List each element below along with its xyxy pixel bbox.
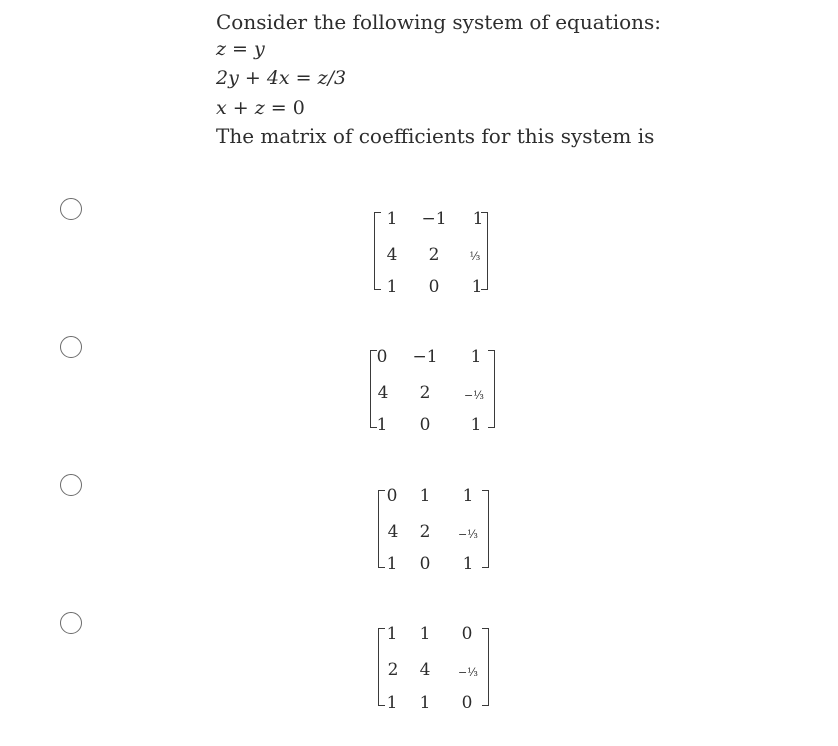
matrix-c-cell: 0: [386, 486, 398, 506]
matrix-d-cell: 0: [461, 693, 473, 713]
eq3-sign: =: [264, 97, 293, 119]
matrix-b-cell: 1: [376, 415, 388, 435]
eq2-rhs: z/3: [317, 67, 347, 89]
equation-2: [216, 67, 346, 89]
matrix-b-cell: 0: [419, 415, 431, 435]
matrix-d-cell: 2: [387, 660, 399, 680]
matrix-d-left-bracket: [378, 628, 385, 706]
eq1-lhs: z: [216, 38, 227, 60]
radio-option-b[interactable]: [60, 336, 82, 358]
matrix-b-right-bracket: [488, 350, 495, 428]
radio-option-d[interactable]: [60, 612, 82, 634]
matrix-c-right-bracket: [482, 490, 489, 568]
matrix-c-cell: −⅓: [458, 528, 478, 541]
equation-1: [216, 38, 265, 60]
eq1-sign: =: [226, 38, 255, 60]
eq3-rhs: 0: [292, 97, 305, 119]
matrix-a-cell: 1: [472, 209, 484, 229]
matrix-d-cell: 0: [461, 624, 473, 644]
matrix-a-cell: 2: [428, 245, 440, 265]
matrix-d-cell: 1: [419, 693, 431, 713]
eq1-rhs: y: [254, 38, 265, 60]
matrix-a-cell: 0: [428, 277, 440, 297]
matrix-d-cell: −⅓: [458, 666, 478, 679]
matrix-b-cell: 0: [376, 347, 388, 367]
matrix-a-cell: 1: [386, 209, 398, 229]
matrix-c-cell: 0: [419, 554, 431, 574]
matrix-d-cell: 1: [386, 624, 398, 644]
question-prompt: The matrix of coefficients for this system is: [216, 124, 655, 148]
matrix-b-cell: −1: [412, 347, 438, 367]
matrix-a-cell: 4: [386, 245, 398, 265]
eq2-lhs: 2y + 4x: [216, 67, 290, 89]
matrix-c-left-bracket: [378, 490, 385, 568]
matrix-b-cell: 1: [470, 347, 482, 367]
matrix-a-left-bracket: [374, 212, 381, 290]
matrix-c-cell: 1: [462, 554, 474, 574]
matrix-d-cell: 4: [419, 660, 431, 680]
matrix-a-cell: 1: [471, 277, 483, 297]
equation-3: [216, 97, 305, 119]
matrix-b-cell: 1: [470, 415, 482, 435]
eq2-sign: =: [289, 67, 318, 89]
matrix-c-cell: 1: [419, 486, 431, 506]
matrix-d-right-bracket: [482, 628, 489, 706]
matrix-b-cell: −⅓: [464, 389, 484, 402]
matrix-a-cell: 1: [386, 277, 398, 297]
question-intro: Consider the following system of equations:: [216, 10, 662, 34]
matrix-a-cell: −1: [421, 209, 447, 229]
radio-option-c[interactable]: [60, 474, 82, 496]
matrix-b-cell: 4: [377, 383, 389, 403]
eq3-lhs: x + z: [216, 97, 265, 119]
matrix-d-cell: 1: [386, 693, 398, 713]
matrix-c-cell: 2: [419, 522, 431, 542]
matrix-a-cell: ⅓: [469, 250, 481, 263]
matrix-c-cell: 1: [462, 486, 474, 506]
matrix-c-cell: 4: [387, 522, 399, 542]
matrix-d-cell: 1: [419, 624, 431, 644]
matrix-b-cell: 2: [419, 383, 431, 403]
matrix-c-cell: 1: [386, 554, 398, 574]
radio-option-a[interactable]: [60, 198, 82, 220]
